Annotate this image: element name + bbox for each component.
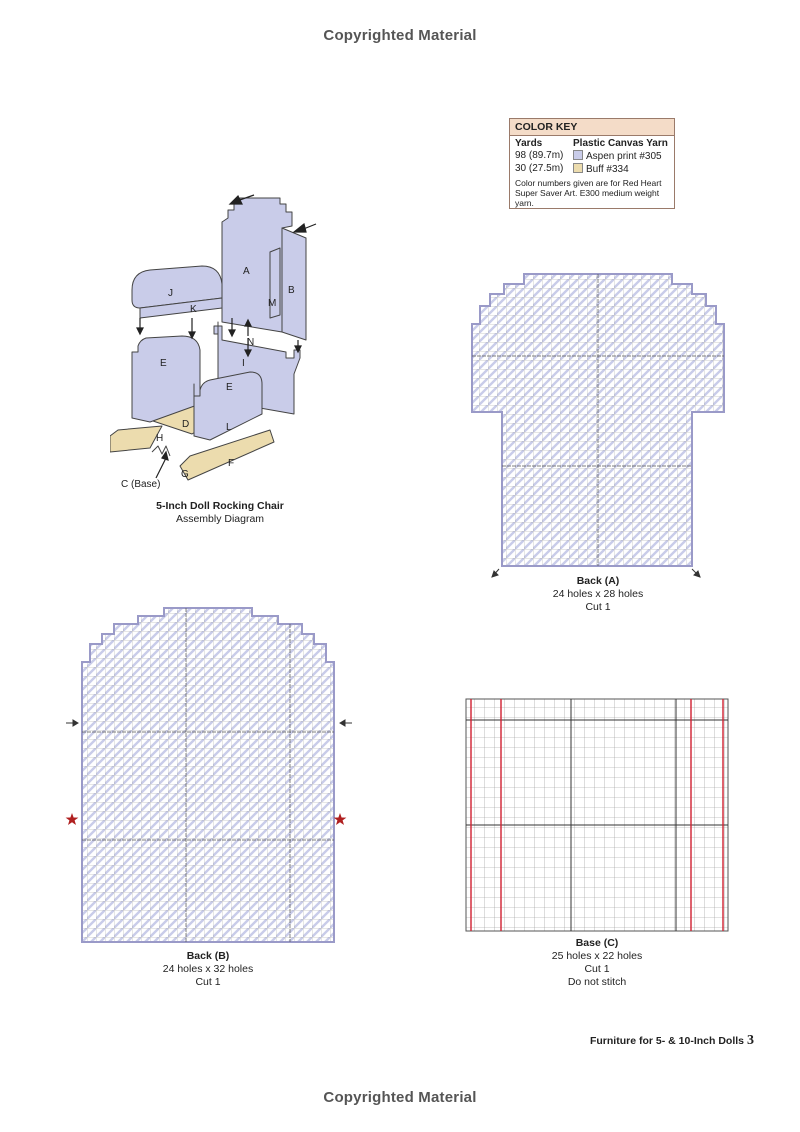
back-a-caption <box>498 575 698 614</box>
label-g: G <box>181 469 189 480</box>
base-c-title: Base (C) <box>575 937 619 949</box>
base-c-size: 25 holes x 22 holes <box>551 950 643 962</box>
copyright-bottom: Copyrighted Material <box>323 1089 477 1106</box>
aspen-swatch <box>573 150 583 160</box>
back-a-size: 24 holes x 28 holes <box>552 588 644 600</box>
base-c-caption <box>497 937 697 989</box>
back-b-caption <box>108 950 308 989</box>
label-e-right: E <box>226 382 233 393</box>
back-a-chart <box>470 270 726 570</box>
column-yards: Yards <box>515 138 543 149</box>
color-key-title: COLOR KEY <box>510 119 674 136</box>
color-key-columns <box>510 138 674 150</box>
color-key-row <box>510 150 674 163</box>
assembly-title: 5-Inch Doll Rocking Chair <box>156 500 284 512</box>
label-l: L <box>226 422 232 433</box>
color-key-note: Color numbers given are for Red Heart Super Saver Art. E300 medium weight yarn. <box>515 178 662 208</box>
color-key <box>509 118 675 209</box>
page-number: 3 <box>747 1033 754 1048</box>
row-yarn-name: Buff #334 <box>586 164 629 175</box>
label-j: J <box>168 288 173 299</box>
base-c-note: Do not stitch <box>567 976 627 988</box>
assembly-caption <box>120 500 320 526</box>
label-c-base: C (Base) <box>121 479 161 490</box>
row-yarn <box>573 163 629 176</box>
row-yarn-name: Aspen print #305 <box>586 151 662 162</box>
row-yarn <box>573 150 662 163</box>
label-d: D <box>182 419 190 430</box>
label-k: K <box>190 304 197 315</box>
label-m: M <box>268 298 277 309</box>
copyright-top: Copyrighted Material <box>323 27 477 44</box>
page-footer <box>590 1033 754 1049</box>
back-b-size: 24 holes x 32 holes <box>162 963 254 975</box>
label-b: B <box>288 285 295 296</box>
label-e-left: E <box>160 358 167 369</box>
footer-title: Furniture for 5- & 10-Inch Dolls <box>589 1035 744 1047</box>
base-c-chart <box>464 697 730 933</box>
back-a-cut: Cut 1 <box>585 601 611 613</box>
row-yards: 98 (89.7m) <box>515 150 564 161</box>
label-f: F <box>228 458 235 469</box>
label-i: I <box>242 358 245 369</box>
back-a-title: Back (A) <box>576 575 620 587</box>
back-b-markers <box>64 714 354 826</box>
assembly-subtitle: Assembly Diagram <box>175 513 265 525</box>
assembly-diagram <box>110 190 325 495</box>
row-yards: 30 (27.5m) <box>515 163 564 174</box>
back-b-title: Back (B) <box>186 950 230 962</box>
label-a: A <box>243 266 250 277</box>
label-n: N <box>247 337 255 348</box>
color-key-row <box>510 163 674 176</box>
column-yarn: Plastic Canvas Yarn <box>573 138 668 149</box>
buff-swatch <box>573 163 583 173</box>
label-h: H <box>156 433 164 444</box>
base-c-cut: Cut 1 <box>584 963 610 975</box>
back-b-cut: Cut 1 <box>195 976 221 988</box>
